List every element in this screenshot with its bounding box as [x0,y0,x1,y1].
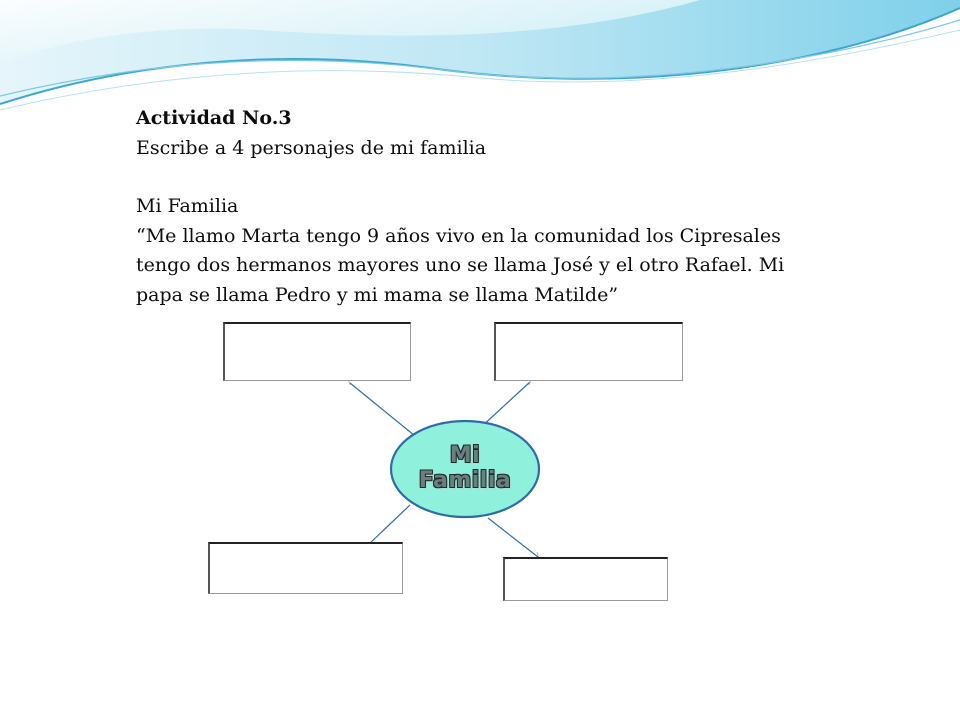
story-heading: Mi Familia [136,195,239,217]
center-label-line2: Familia [418,468,512,493]
answer-box-bottom-left[interactable] [208,542,403,594]
story-text: “Me llamo Marta tengo 9 años vivo en la comunidad los Cipresales tengo dos hermanos mayores uno se llama José y el otro Rafael. Mi papa se llama Pedro y mi mama se llama Matilde” [136,224,785,306]
answer-box-bottom-right[interactable] [503,557,668,601]
answer-box-top-left[interactable] [223,322,411,381]
activity-instruction: Escribe a 4 personajes de mi familia [136,136,487,159]
connector-bottom-right [488,518,538,557]
center-node-label [390,420,540,516]
activity-title: Actividad No.3 [136,107,292,129]
center-label-line1: Mi [449,443,481,468]
answer-box-top-right[interactable] [494,322,683,381]
